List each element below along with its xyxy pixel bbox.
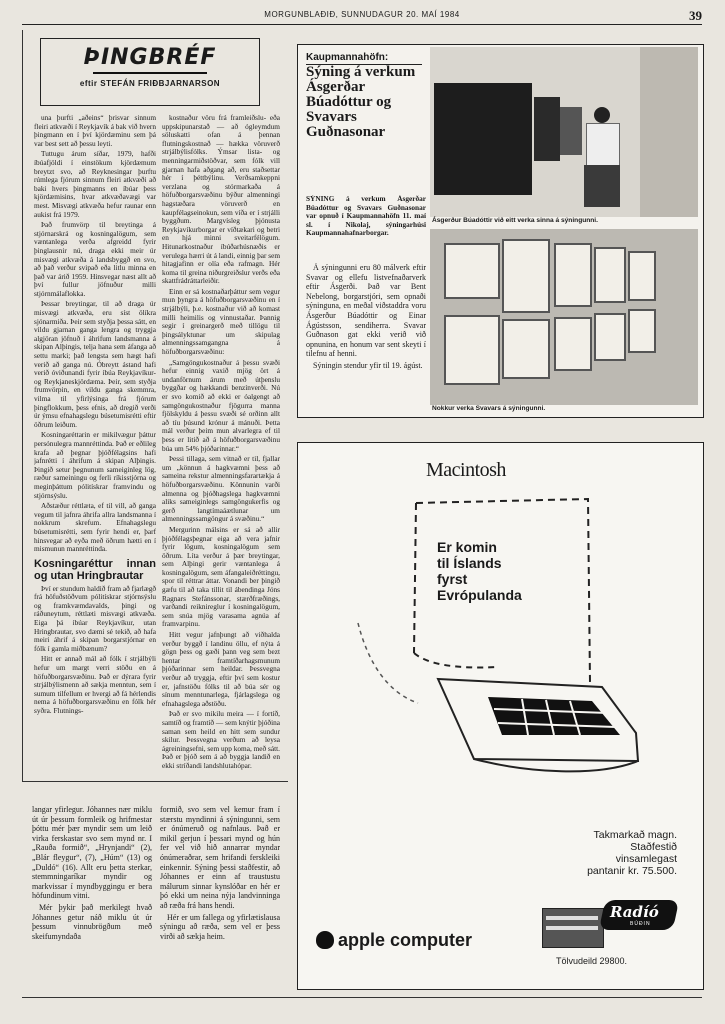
lede-text: SÝNING á verkum Ásgerðar Búadóttur og Svavars Guðnasonar var opnuð í Kaupmannahöfn 11. maí sl. í Nikolaj, sýningarhúsi Kaupmannahafnarborgar. [306,195,426,238]
article-paragraph: Hitt er annað mál að fólk í strjálbýli hefur um margt verri stöðu en á höfuðborgarsvæðinu. Það er dýrara fyrir strjálbýlismenn að sækja menntun, sem í sumum tilfellum er hvergi að fá hérlendis nema á höfuðborgarsvæðinu en fólk hér syðra. Flutnings- [34,654,156,715]
exhibition-photo-paintings [430,229,698,405]
article-paragraph: Sýningin stendur yfir til 19. ágúst. [313,360,423,370]
headline-line: fyrst [437,571,468,587]
column-left-rule [22,30,23,782]
offer-line: vinsamlegast [615,853,677,865]
article-paragraph: „Samgöngukostnaður á þessu svæði hefur einnig vaxið mjög ört á undanförnum árum með útþenslu byggðar og hækkandi benzínverði. Nú er svo komið að ekki er óalgengt að samgöngukostnaður fjögurra manna fjölskyldu á þessu svæði sé orðinn allt að tíu þúsund krónur á mánuði. Þetta mál verður þeim mun alvarlegra ef til þess er litið að á höfuðborgarsvæðinu búa um 54% þjóðarinnar.“ [162,357,280,453]
exhibition-lede [306,195,426,240]
painting-icon [502,239,550,313]
apple-icon [316,931,334,949]
article-paragraph: una þurfti „aðeins“ þrisvar sinnum fleiri atkvæði í Reykjavík á bak við hvern þingmann en í því kjördæminu sem þá var best sett að þessu leyti. [34,114,156,148]
article-paragraph: Kosningaréttarin er mikilvægur þáttur persónulegra mannréttinda. Það er eðlileg krafa að þegnar þjóðfélagsins hafi jafnrétti í áhrifum á skipan Alþingis. Þingið setur þegnunum sameiginleg lög, ræður sameiningu og ferli ríkisstjórna og meginþáttum pólitískrar framvindu og stjórnsýslu. [34,430,156,500]
article-paragraph: Þessar breytingar, til að draga úr misvægi atkvæða, eru síst ölíkra sjónarmiða. Þeir sem styðja þessa sátt, en vildu gjarnan ganga lengra og tryggja algjöran jöfnuð í áhrifum landsmanna á skipan Alþingis, telja hana sem áfanga að settu marki; það lengsta sem hægt hafi verið að ganga nú. Óbreytt ástand hafi verið óviðunandi fyrir íbúa Reykjavíkur- og Reykjaneskjördæma. Þeir, sem styðja frumvörpin, en vildu ganga skemmra, vilma til yfirlýsinga frá fjórum þingflokkum, þess efnis, að dregið verði úr ýmsu efnahagslegu búsetumisrétti eftir öðrum leiðum. [34,299,156,429]
offer-line: Staðfestið [630,841,677,853]
ad-brand: Macintosh [426,459,506,481]
article-paragraph: Þessi tillaga, sem vitnað er til, fjallar um „könnun á hagkvæmni þess að sameina rekstur almenningsfarartækja á höfuðborgarsvæðinu. Könnunin varði almenna og þjóðhagslega hagkvæmni aliks sameiginlegs samgöngukerfis og gerð langtímaáætlunar um almenningssamgöngur á svæðinu.“ [162,454,280,524]
painting-icon [628,309,656,353]
maker-name: apple computer [338,930,473,950]
logo-underline [93,72,207,74]
running-head: MORGUNBLAÐIÐ, SUNNUDAGUR 20. MAÍ 1984 [264,10,460,19]
exhibition-kicker: Kaupmannahöfn: [306,52,389,63]
offer-line: pantanir kr. 75.500. [587,865,677,877]
store-logo: Radíó [610,903,659,921]
exhibition-photo-artist [430,47,698,217]
page-footer-rule [22,997,702,998]
store-building-icon [542,898,678,948]
article-paragraph: Mergurinn málsins er sá að allir þjóðfélagsþegnar eiga að vera jafnir fyrir lögum, kosningalögum sem öðrum. Líta verður á þær breytingar, sem Alþingi gerir væntanlega á kosningalögum, sem áfangaleiðréttingu, spor til réttrar áttar. Vonandi ber þingið gæfu til að taka tillit til ábendinga Jóns Ragnars Stefánssonar, stærðfræðings, varðandi reiknireglur í kosningalögum, sem snúa mjög varasama agnúa af framvarpinu. [162,524,280,629]
photo-caption: Ásgerður Búadóttir við eitt verka sinna á sýningunni. [432,217,598,224]
article-subheading: Kosningaréttur innan og utan Hringbrautar [34,557,156,582]
page-number: 39 [689,8,702,23]
article-paragraph: kostnaður vöru frá framleiðslu- eða uppskipunarstað — að ógleymdum söluskatti ofan á þennan flutningskostnað — hækka vöruverð strjálbýlisfólks. Ýmsar lista- og menningarmiðstöðvar, sem fólk vill gjarnan hafa aðgang að, eru staðsettar hér í þéttbýlinu. Verðsamkeppni verzlana og stórmarkaða á höfuðborgarsvæðinu býður almenningi hagstæðara vöruverð en kaupfélagseinokun, sem víða er í strjálli byggðum. Margvísleg þjónusta Reykjavíkurborgar er víðtækari og betri en hjá minni sveitarfélögum. Hitunarkostnaður íbúðarhúsnæðis er verulega hærri út á landi, einnig þar sem hitagjafinn er olía eða rafmagn. Hér koma til greina niðurgreiðslur verðs eða skattfrádráttarleiðir. [162,114,280,286]
article-paragraph: formið, svo sem vel kemur fram í stærstu myndinni á sýningunni, sem er ónúmeruð og nafnlaus. Það er mikil gerjun í þessari mynd og hún fer vel við hið annarrar myndar ónúmeraðrar, sem hrifandi ferskleiki einkennir. Sýning þessi staðfestir, að Jóhannes er einn af traustustu málurum sinnar kynslóðar en hér er þó ekki um neina nýja landvinninga að ræða frá hans hendi. [160,805,280,910]
article-paragraph: Á sýningunni eru 80 málverk eftir Svavar og ellefu listvefnaðarverk eftir Ásgerði. Það var Bent Nebelong, borgarstjóri, sem opnaði sýninguna, en meðal viðstaddra voru Ásgerður Búadóttir og Einar Ágústsson, sendiherra. Svavar Guðnason gat ekki verið við opnunina, en honum var sent skeyti í tilefnu af henni. [306,263,426,359]
headline-line: til Íslands [437,555,502,571]
masthead [22,8,702,25]
article-paragraph: Einn er sá kostnaðarþáttur sem vegur mun þyngra á höfuðborgarsvæðinu en í strjálbýli, þ.e. kostnaður við að komast milli heimilis og vinnustaðar. Þannig segir í greinargerð með tillögu til þingsályktunar um skipulag almenningssamgangna á höfuðborgarsvæðinu: [162,286,280,357]
column-header-box [40,38,260,106]
exhibition-body [306,263,426,413]
headline-line: Evrópulanda [437,587,522,603]
painting-icon [594,247,626,303]
article-paragraph: langar yfirlegur. Jóhannes nær miklu út úr þessum formleik og hrifmestar þóttu mér þær myndir sem um leið virka ferskastar svo sem mynd nr. I „Rauða formið“, „Hrynjandi“ (2), „Blár fleygur“, (7), „Húm“ (13) og „Duldó“ (16). Allt eru þetta sterkar, stemmningaríkar myndir og markvissar í myndbyggingu er bera höfundinum vitni. [32,805,152,901]
person-figure-icon [580,107,626,211]
headline-line: Er komin [437,539,497,555]
artwork-frame-icon [434,83,532,195]
painting-icon [444,315,500,385]
review-column-2 [160,805,280,985]
article-column-1 [34,114,156,784]
column-byline: eftir STEFÁN FRIÐBJARNARSON [79,79,221,88]
article-paragraph: Það er svo mikilu meira — í fortíð, samtíð og framtíð — sem knýtir þjóðina saman sem heild en hitt sem sundur skilur. Þessvegna verðum að leysa ágreiningsefni, sem upp koma, með sátt. Það er þjóð sem á að byggja landið en ekki stríðandi landshlutahópar. [162,709,280,770]
painting-icon [554,243,592,307]
painting-icon [628,251,656,301]
painting-icon [444,243,500,299]
photo-caption: Nokkur verka Svavars á sýningunni. [432,405,546,412]
store-phone: Tölvudeild 29800. [556,956,628,966]
painting-icon [554,317,592,371]
art-review-continuation [22,793,288,988]
painting-icon [594,313,626,361]
offer-line: Takmarkað magn. [593,829,677,841]
ad-headline [437,539,587,603]
column-logo: ÞINGBRÉF [83,45,217,70]
painting-icon [502,319,550,379]
wall-shading [640,47,698,217]
article-paragraph: Hér er um fallega og yfirlætislausa sýningu að ræða, sem vel er þess virði að sækja heim. [160,912,280,941]
exhibition-title: Sýning á verkum Ásgerðar Búadóttur og Svavars Guðnasonar [306,64,416,140]
article-paragraph: Það frumvörp til breytinga á stjórnarskrá og kosningalögum, sem væntanlega verða afgreidd fyrir þinglausnir nú, draga ekki meir úr misvægi atkvæða á landsbyggð en svo, að það verður svipað eða litlu minna en það var árið 1959. Hinsvegar næst allt að því fullur jöfnuður milli stjórnmálaflokka. [34,220,156,298]
article-paragraph: Tuttugu árum síðar, 1979, hafði íbúafjöldi í einstökum kjördæmum breytzt svo, að Reyknesingar þurftu rúmlega fjórum sinnum fleiri atkvæði að baki hvers þingmanns en íbúar þess kjördæmisins, hvar atkvæðavægi var mest. Misvægi atkvæða hefur raunar enn aukist frá 1979. [34,149,156,219]
article-paragraph: Því er stundum haldið fram að fjarlægð frá höfuðstöðvum pólitískrar stjórnsýslu og framkvæmdavalds, þingi og ráðuneytum, réttlæti misvægi atkvæða. Eiga þá íbúar Reykjavíkur, utan Hringbrautar, svo dæmi sé tekið, að hafa meiri áhrif á skipan borgarstjórnar en fólk í gamla miðbænum? [34,583,156,653]
artwork-frame-icon [560,107,582,155]
article-paragraph: Mér þykir það merkilegt hvað Jóhannes getur náð miklu út úr þessum vinnubrögðum með skeifumyndaða [32,902,152,941]
article-paragraph: Aðstæður réttlæta, ef til vill, að ganga vegum til jafnra áhrifa allra landsmanna í nokkrum skrefum. Efnahagslegu búsetumisrétti, sem fyrir hendi er, þarf hinsvegar að eyða með öðrum hætti en í mismunun mannréttinda. [34,501,156,554]
store-logo-sub: BÚÐIN [630,921,651,927]
apple-computer-logo [316,930,472,951]
artwork-frame-icon [534,97,560,161]
exhibition-article [297,44,704,418]
macintosh-advertisement [297,442,704,990]
ad-offer-text [507,829,677,877]
article-paragraph: Hitt vegur jafnþungt að viðhalda verður byggð í landinu öllu, ef nýta á gögn þess og gæði þann veg sem bezt hentar framtíðarhagsmunum þjóðarinnar sem heildar. Þessvegna verður að tryggja, eftir því sem kostur er, jafnstöðu fólks til að búa sér og sínum menntunarlega, fjárlagslega og efnahagslega aðstöðu. [162,630,280,708]
review-column-1 [32,805,152,985]
article-column-2 [162,114,280,784]
